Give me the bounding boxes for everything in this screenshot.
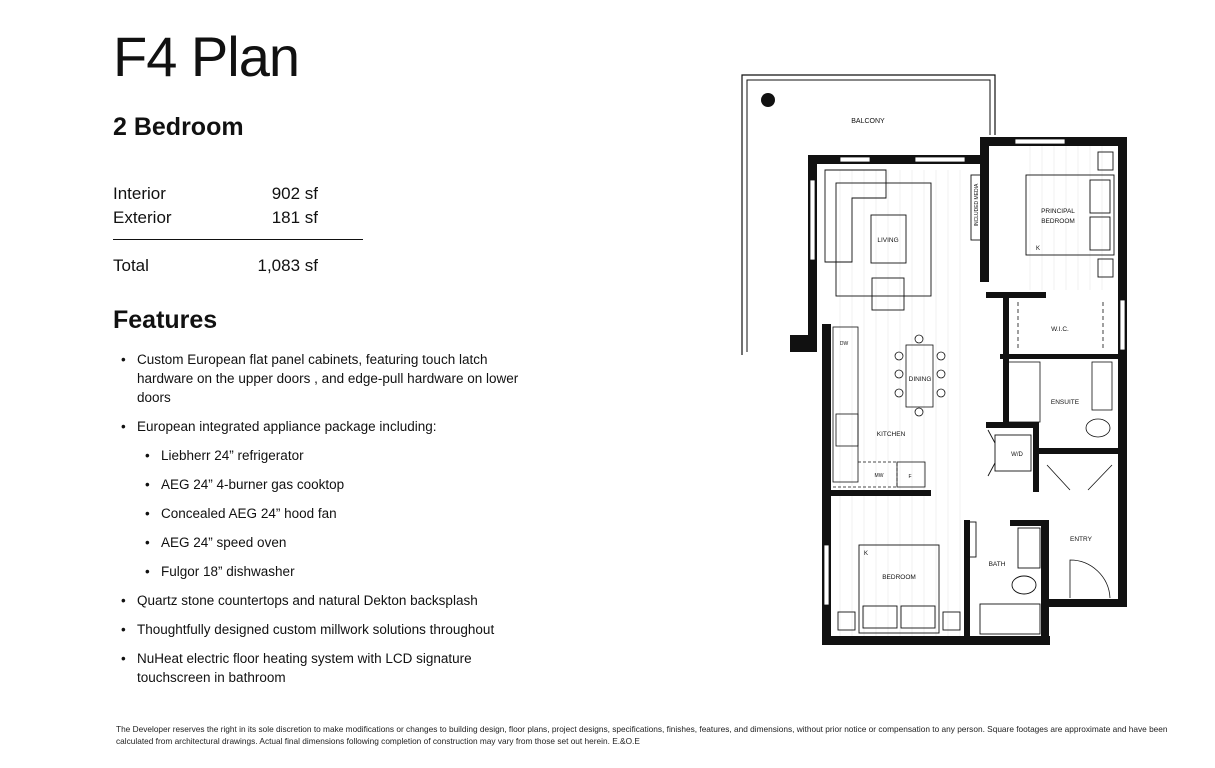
bullet-icon: • [121, 419, 126, 434]
feature-text: AEG 24” 4-burner gas cooktop [161, 477, 345, 492]
bullet-icon: • [121, 651, 126, 666]
feature-subitem [145, 504, 541, 523]
feature-text: Concealed AEG 24” hood fan [161, 506, 337, 521]
area-label: Exterior [113, 208, 172, 227]
room-label-entry: ENTRY [1070, 536, 1092, 543]
feature-text: Thoughtfully designed custom millwork solutions throughout [137, 622, 495, 637]
room-label-wd: W/D [1011, 452, 1023, 458]
feature-text: NuHeat electric floor heating system with LCD signature touchscreen in bathroom [137, 651, 472, 685]
total-label: Total [113, 256, 149, 275]
label-dw: DW [839, 341, 849, 347]
features-list [121, 350, 541, 697]
total-value: 1,083 sf [257, 256, 318, 275]
laundry [988, 430, 1031, 476]
kitchen-dining [833, 327, 945, 487]
living-furniture [825, 170, 981, 310]
page-title: F4 Plan [113, 25, 299, 88]
feature-subitem [145, 475, 541, 494]
bullet-icon: • [121, 352, 126, 367]
area-table [113, 182, 363, 230]
feature-subitem [145, 533, 541, 552]
balcony [742, 75, 995, 355]
room-label-dining: DINING [908, 376, 932, 383]
divider [113, 239, 363, 240]
bullet-icon: • [145, 535, 150, 550]
feature-subitem [145, 562, 541, 581]
room-label-wic: W.I.C. [1051, 326, 1069, 333]
room-label-kitchen: KITCHEN [876, 431, 906, 438]
feature-item [121, 417, 541, 436]
room-label-balcony: BALCONY [851, 118, 885, 125]
bedroom-bed [838, 545, 960, 633]
feature-text: Fulgor 18” dishwasher [161, 564, 295, 579]
bullet-icon: • [145, 506, 150, 521]
feature-text: Liebherr 24” refrigerator [161, 448, 304, 463]
feature-item [121, 649, 541, 687]
area-label: Interior [113, 184, 166, 203]
feature-text: Custom European flat panel cabinets, featuring touch latch hardware on the upper doors , and edge-pull hardware on lower doors [137, 352, 519, 405]
feature-text: AEG 24” speed oven [161, 535, 287, 550]
room-label-principal-bedroom: BEDROOM [1041, 218, 1075, 225]
bullet-icon: • [121, 593, 126, 608]
room-label-ensuite: ENSUITE [1050, 399, 1080, 406]
feature-subitem [145, 446, 541, 465]
room-label-bedroom: BEDROOM [882, 574, 916, 581]
disclaimer: The Developer reserves the right in its sole discretion to make modifications or changes to building design, floor plans, project designs, specifications, finishes, features, and dimensions, without prior notice or compensation to any person. Square footages are approximate and have been calculated from architectural drawings. Actual final dimensions following completion of construction may vary from those set out herein. E.&O.E [116, 724, 1168, 746]
features-heading: Features [113, 306, 218, 334]
bullet-icon: • [145, 448, 150, 463]
label-k: K [864, 551, 869, 557]
feature-text: Quartz stone countertops and natural Dekton backsplash [137, 593, 478, 608]
unit-type: 2 Bedroom [113, 113, 244, 141]
room-label-principal: PRINCIPAL [1041, 208, 1075, 215]
area-row-interior [113, 182, 363, 206]
area-total [113, 254, 363, 278]
area-value: 181 sf [271, 208, 318, 227]
feature-item [121, 620, 541, 639]
area-row-exterior [113, 206, 363, 230]
area-value: 902 sf [271, 184, 318, 203]
marker-dot [761, 93, 775, 107]
walls [790, 137, 1127, 645]
bullet-icon: • [145, 564, 150, 579]
bullet-icon: • [145, 477, 150, 492]
bullet-icon: • [121, 622, 126, 637]
room-label-living: LIVING [877, 237, 899, 244]
label-fridge: F [908, 474, 912, 480]
floor-plan [735, 68, 1135, 653]
feature-item [121, 591, 541, 610]
bath-fixtures [966, 522, 1040, 634]
label-mw: MW [874, 473, 884, 479]
label-k: K [1036, 246, 1041, 252]
label-media: INCLUDED MEDIA [974, 183, 980, 227]
wic-ensuite [1008, 302, 1112, 437]
entry-door [1047, 465, 1112, 598]
room-label-bath: BATH [988, 561, 1006, 568]
feature-text: European integrated appliance package including: [137, 419, 437, 434]
feature-item [121, 350, 541, 407]
